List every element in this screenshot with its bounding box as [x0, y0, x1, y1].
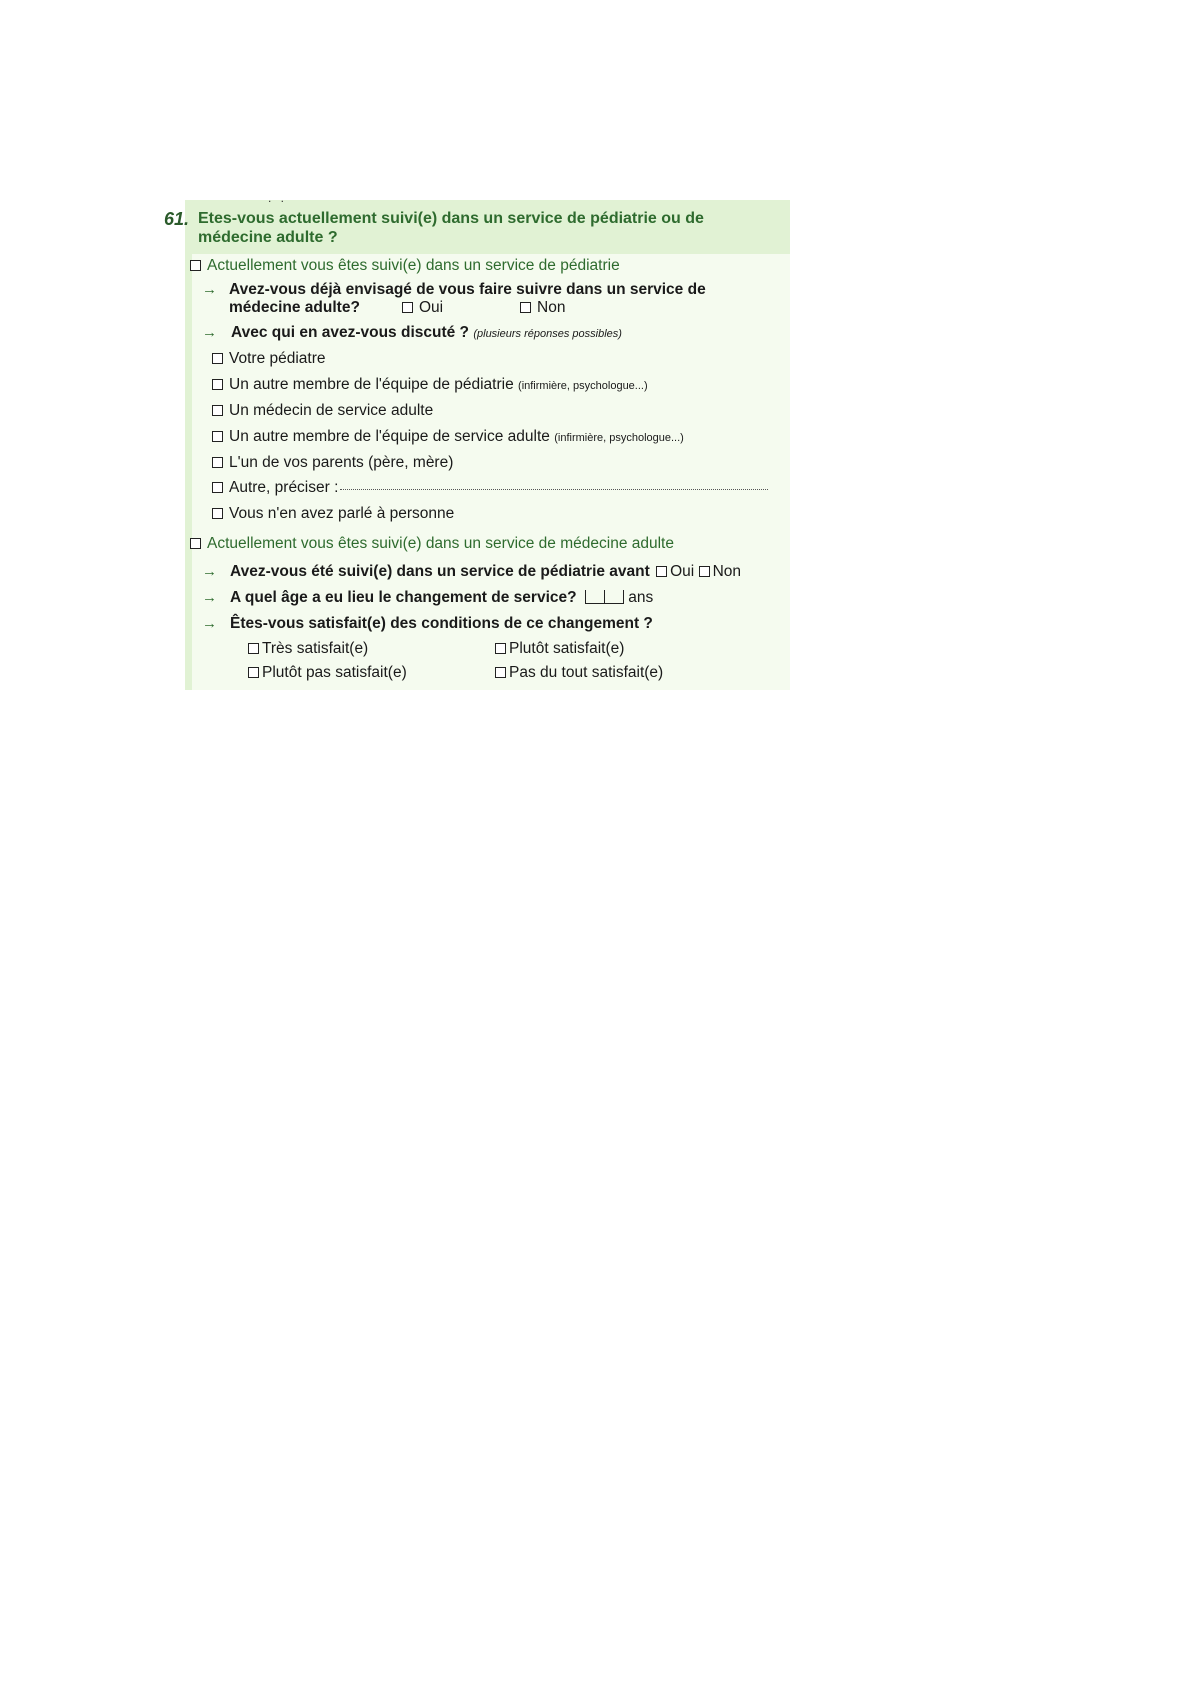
sat-option[interactable]	[248, 664, 407, 682]
arrow-icon: →	[202, 615, 217, 632]
q-age: A quel âge a eu lieu le changement de service?	[230, 589, 577, 606]
header-dots: . .	[268, 191, 288, 205]
option-adulte[interactable]	[190, 535, 674, 553]
arrow-icon: →	[202, 563, 217, 580]
discuss-option[interactable]	[212, 454, 453, 472]
question-title	[198, 209, 758, 247]
q-discuss: Avec qui en avez-vous discuté ?	[231, 324, 470, 341]
discuss-option[interactable]	[212, 428, 684, 447]
sat-option[interactable]	[248, 640, 368, 658]
q-before: Avez-vous été suivi(e) dans un service de pédiatrie avant	[230, 563, 650, 580]
checkbox-discuss[interactable]	[212, 457, 223, 468]
question-title-line1: Etes-vous actuellement suivi(e) dans un service de pédiatrie ou de	[198, 210, 704, 227]
checkbox-sat[interactable]	[248, 667, 259, 678]
q-adult-line2: médecine adulte?	[229, 299, 360, 316]
discuss-option-label: Vous n'en avez parlé à personne	[229, 505, 455, 522]
discuss-option-label: Un médecin de service adulte	[229, 402, 434, 419]
other-specify-line[interactable]	[340, 489, 768, 490]
sat-option-label: Pas du tout satisfait(e)	[509, 664, 664, 681]
age-unit: ans	[628, 589, 654, 606]
sat-option-label: Plutôt pas satisfait(e)	[262, 664, 407, 681]
discuss-option[interactable]	[212, 376, 648, 395]
arrow-icon: →	[202, 324, 217, 341]
checkbox-discuss[interactable]	[212, 353, 223, 364]
q-adult-line2-row	[229, 299, 360, 317]
q-satisfied: Êtes-vous satisfait(e) des conditions de ce changement ?	[230, 615, 653, 632]
option-adulte-label: Actuellement vous êtes suivi(e) dans un service de médecine adulte	[207, 535, 674, 552]
discuss-option-label: Votre pédiatre	[229, 350, 326, 367]
q-adult-non-label: Non	[537, 299, 566, 316]
checkbox-discuss[interactable]	[212, 508, 223, 519]
checkbox-discuss[interactable]	[212, 482, 223, 493]
checkbox-before-non[interactable]	[699, 566, 710, 577]
q-age-row	[230, 589, 653, 607]
checkbox-before-oui[interactable]	[656, 566, 667, 577]
question-side-band	[185, 254, 192, 690]
checkbox-adult-non[interactable]	[520, 302, 531, 313]
checkbox-discuss[interactable]	[212, 379, 223, 390]
q-adult-oui[interactable]	[402, 299, 443, 317]
q-adult-line1: Avez-vous déjà envisagé de vous faire suivre dans un service de	[229, 281, 706, 298]
discuss-option-note: (infirmière, psychologue...)	[518, 380, 648, 392]
q-before-row	[230, 563, 741, 581]
question-title-line2: médecine adulte ?	[198, 229, 338, 246]
q-adult-oui-label: Oui	[419, 299, 444, 316]
checkbox-pediatrie[interactable]	[190, 260, 201, 271]
q-before-non-label: Non	[712, 563, 741, 580]
discuss-option-other[interactable]	[212, 479, 768, 497]
age-digit-box[interactable]	[604, 590, 624, 604]
checkbox-sat[interactable]	[495, 643, 506, 654]
q-discuss-row	[231, 324, 622, 343]
option-pediatrie-label: Actuellement vous êtes suivi(e) dans un service de pédiatrie	[207, 257, 620, 274]
age-digit-box[interactable]	[585, 590, 604, 604]
discuss-option[interactable]	[212, 402, 433, 420]
discuss-option-label: Un autre membre de l'équipe de pédiatrie	[229, 376, 514, 393]
discuss-option-note: (infirmière, psychologue...)	[554, 432, 684, 444]
checkbox-adulte[interactable]	[190, 538, 201, 549]
discuss-option[interactable]	[212, 505, 454, 523]
option-pediatrie[interactable]	[190, 257, 620, 275]
checkbox-sat[interactable]	[495, 667, 506, 678]
question-number: 61.	[164, 209, 190, 229]
discuss-option-label: L'un de vos parents (père, mère)	[229, 454, 454, 471]
sat-option-label: Très satisfait(e)	[262, 640, 369, 657]
checkbox-sat[interactable]	[248, 643, 259, 654]
q-discuss-note: (plusieurs réponses possibles)	[473, 328, 622, 340]
q-adult-non[interactable]	[520, 299, 565, 317]
q-before-oui-label: Oui	[670, 563, 695, 580]
checkbox-discuss[interactable]	[212, 405, 223, 416]
discuss-option-label: Un autre membre de l'équipe de service adulte	[229, 428, 550, 445]
discuss-option[interactable]	[212, 350, 326, 368]
checkbox-discuss[interactable]	[212, 431, 223, 442]
sat-option[interactable]	[495, 664, 663, 682]
sat-option-label: Plutôt satisfait(e)	[509, 640, 625, 657]
checkbox-adult-oui[interactable]	[402, 302, 413, 313]
arrow-icon: →	[202, 281, 217, 298]
discuss-option-label: Autre, préciser :	[229, 479, 339, 496]
sat-option[interactable]	[495, 640, 624, 658]
arrow-icon: →	[202, 589, 217, 606]
